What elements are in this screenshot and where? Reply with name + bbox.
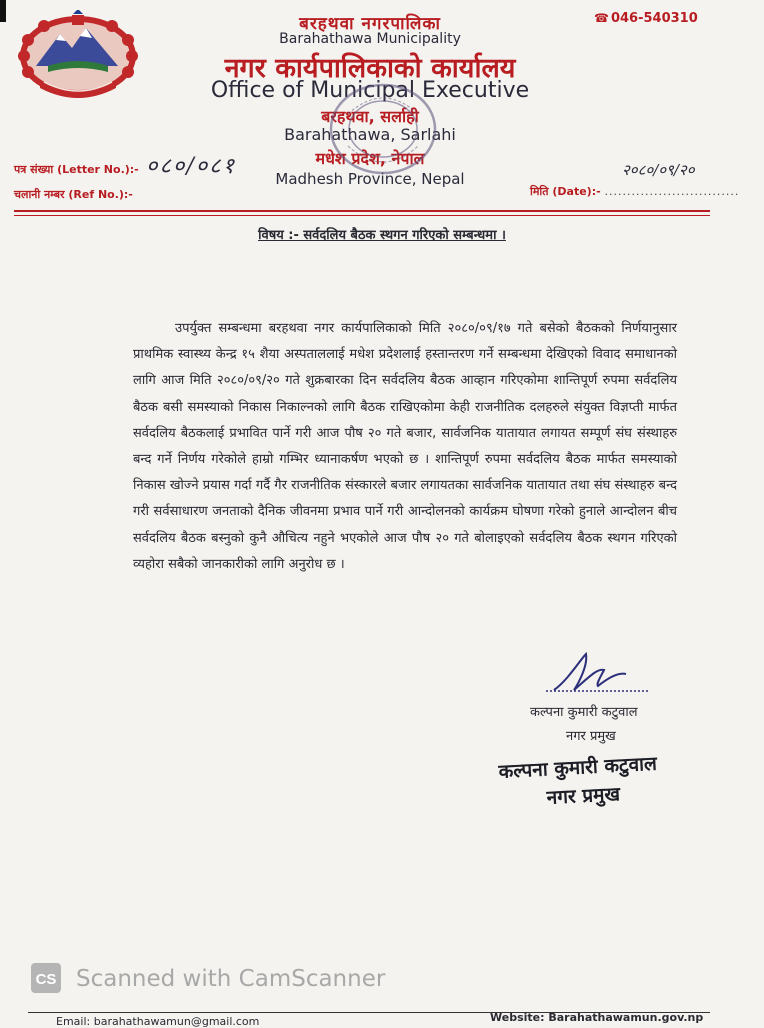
footer-website: Website: Barahathawamun.gov.np [490, 1011, 704, 1024]
scan-edge-mark [0, 0, 6, 22]
subject-text: विषय :- सर्वदलिय बैठक स्थगन गरिएको सम्बन्धमा । [258, 228, 506, 243]
municipality-name-english: Barahathawa Municipality [279, 31, 461, 47]
svg-text:CS: CS [35, 971, 57, 988]
province-english: Madhesh Province, Nepal [275, 170, 465, 188]
name-stamp: कल्पना कुमारी कटुवाल [498, 752, 658, 783]
ref-no-label: चलानी नम्बर (Ref No.):- [14, 188, 133, 201]
date-dotted-line: .............................. [604, 185, 740, 198]
header-divider-thin [14, 215, 710, 216]
camscanner-watermark: Scanned with CamScanner [76, 966, 386, 992]
date-field [530, 184, 739, 199]
municipality-name-nepali: बरहथवा नगरपालिका [299, 14, 441, 34]
office-title-english: Office of Municipal Executive [210, 78, 530, 103]
signer-title: नगर प्रमुख [566, 729, 616, 744]
office-seal-stamp [318, 74, 448, 184]
header-divider [14, 210, 710, 212]
letter-no-value: ०८०/०८१ [146, 154, 237, 179]
camscanner-logo-icon [30, 962, 62, 994]
phone-number [594, 11, 698, 26]
telephone-icon: ☎ [594, 11, 609, 25]
letter-no-label: पत्र संख्या (Letter No.):- [14, 163, 139, 176]
office-title-nepali: नगर कार्यपालिकाको कार्यालय [224, 53, 516, 84]
letter-body: उपर्युक्त सम्बन्धमा बरहथवा नगर कार्यपालिकाको मिति २०८०/०९/१७ गते बसेको बैठकको निर्णयानुसार प्राथमिक स्वास्थ्य केन्द्र १५ शैया अस्पताललाई मधेश प्रदेशलाई हस्तान्तरण गर्ने सम्बन्धमा देखिएको विवाद समाधानको लागि आज मिति २०८०/०९/२० गते शुक्रबारका दिन सर्वदलिय बैठक आव्हान गरिएकोमा शान्तिपूर्ण रुपमा सर्वदलिय बैठक बसी समस्याको निकास निकाल्नको लागि बैठक राखिएकोमा केही राजनीतिक दलहरुले संयुक्त विज्ञप्ती मार्फत सर्वदलिय बैठकलाई प्रभावित पार्ने गरी आज पौष २० गते बजार, सार्वजनिक यातायात लगायत सम्पूर्ण संघ संस्थाहरु बन्द गर्ने निर्णय गरेकोले हाम्रो गम्भिर ध्यानाकर्षण भएको छ । शान्तिपूर्ण रुपमा सर्वदलिय बैठक मार्फत समस्याको निकास खोज्ने प्रयास गर्दा गर्दै गैर राजनीतिक संस्कारले बजार लगायतका सार्वजनिक यातायात तथा संघ संस्थाहरु बन्द गरी सर्वसाधारण जनताको दैनिक जीवनमा प्रभाव पार्ने गरी आन्दोलनको कार्यक्रम घोषणा गरेको हुनाले आन्दोलन बीच सर्वदलिय बैठक बस्नुको कुनै औचित्य नहुने भएकोले आज पौष २० गते बोलाइएको सर्वदलिय बैठक स्थगन गरिएको व्यहोरा सबैको जानकारीको लागि अनुरोध छ । [133, 321, 677, 572]
title-stamp: नगर प्रमुख [546, 783, 621, 809]
phone-value: 046-540310 [610, 11, 698, 26]
signer-name: कल्पना कुमारी कटुवाल [530, 705, 638, 720]
date-label: मिति (Date):- [530, 185, 601, 198]
footer-email: Email: barahathawamun@gmail.com [56, 1015, 260, 1028]
place-nepali: बरहथवा, सर्लाही [321, 107, 419, 126]
nepal-government-emblem-icon [14, 10, 142, 100]
date-value: २०८०/०९/२० [622, 161, 695, 179]
handwritten-signature [534, 650, 652, 698]
subject-line [0, 225, 764, 243]
province-nepali: मधेश प्रदेश, नेपाल [315, 149, 425, 168]
place-english: Barahathawa, Sarlahi [284, 125, 456, 144]
